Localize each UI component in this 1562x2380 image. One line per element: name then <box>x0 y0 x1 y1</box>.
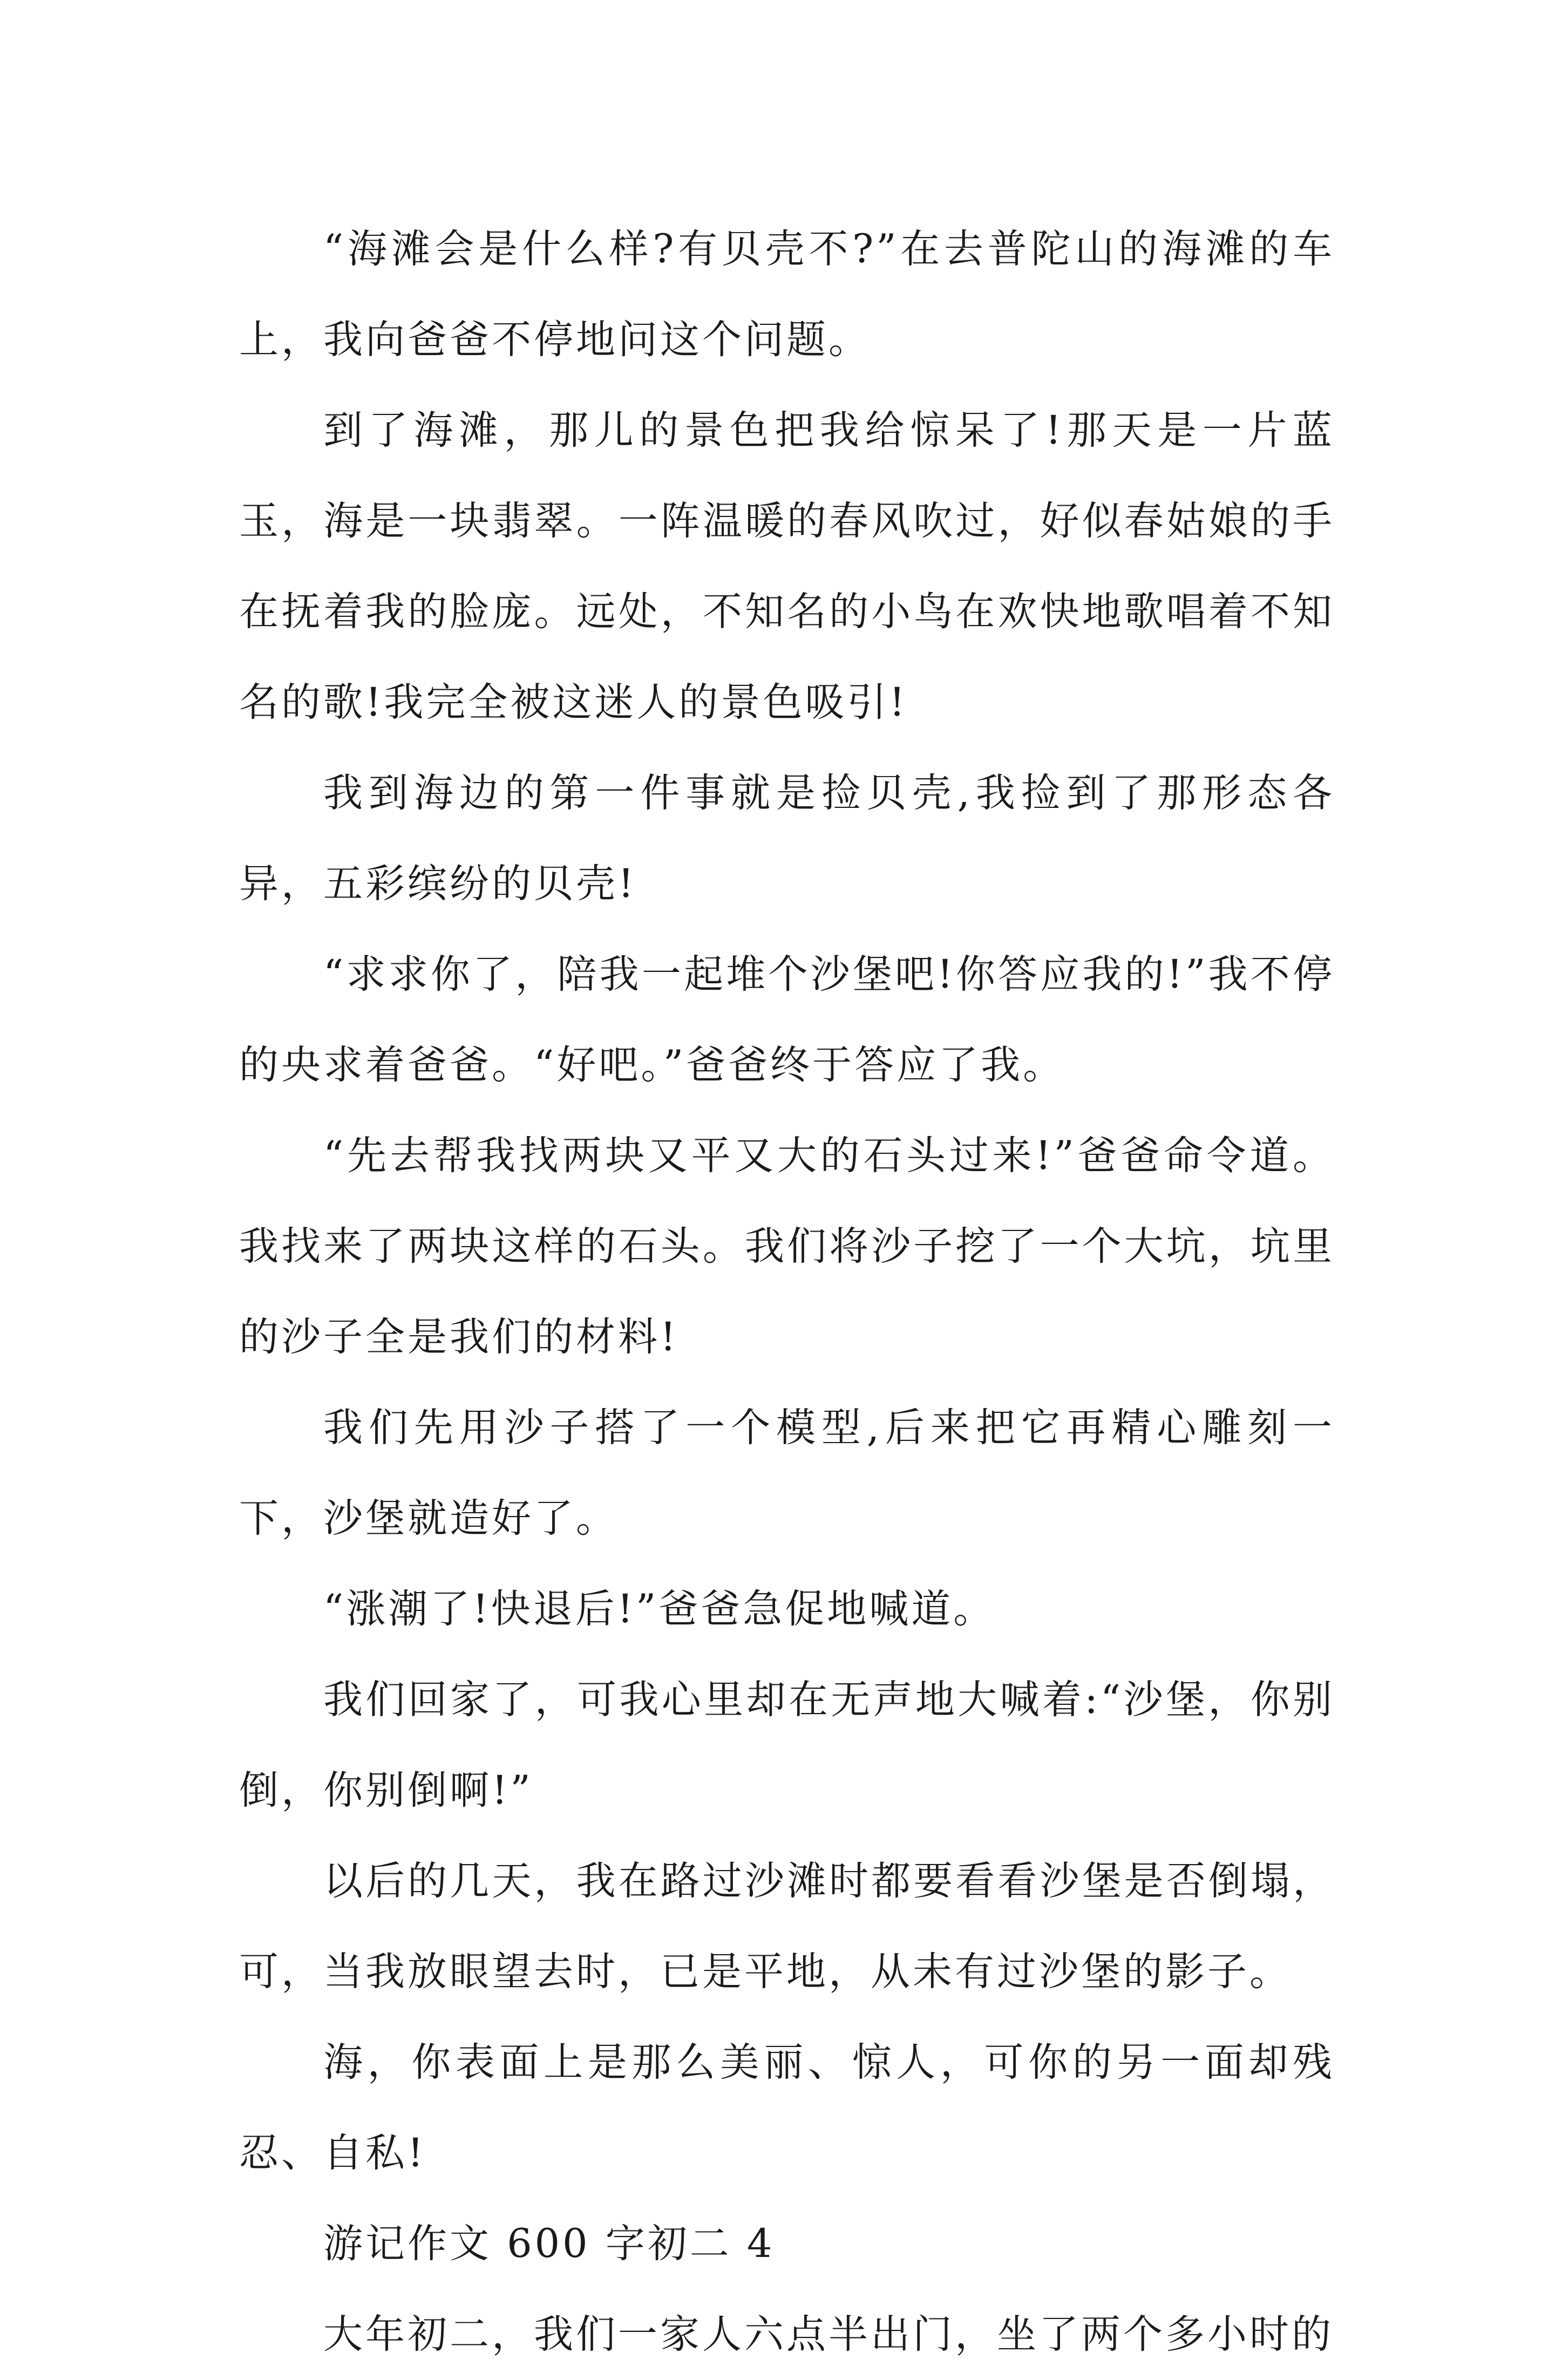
paragraph-7: “涨潮了!快退后!”爸爸急促地喊道。 <box>323 1586 996 1632</box>
paragraph-8: 我们回家了，可我心里却在无声地大喊着:“沙堡，你别倒，你别倒啊!” <box>239 1677 1335 1813</box>
paragraph-1: “海滩会是什么样?有贝壳不?”在去普陀山的海滩的车上，我向爸爸不停地问这个问题。 <box>239 226 1335 363</box>
paragraph-5: “先去帮我找两块又平又大的石头过来!”爸爸命令道。我找来了两块这样的石头。我们将沙子挖了一个大坑，坑里的沙子全是我们的材料! <box>239 1133 1335 1360</box>
paragraph-3: 我到海边的第一件事就是捡贝壳,我捡到了那形态各异，五彩缤纷的贝壳! <box>239 770 1335 907</box>
paragraph-9: 以后的几天，我在路过沙滩时都要看看沙堡是否倒塌，可，当我放眼望去时，已是平地，从未有过沙堡的影子。 <box>239 1858 1335 1995</box>
paragraph-6: 我们先用沙子搭了一个模型,后来把它再精心雕刻一下，沙堡就造好了。 <box>239 1405 1335 1541</box>
paragraph-11: 大年初二，我们一家人六点半出门，坐了两个多小时的 <box>323 2311 1334 2357</box>
section-heading: 游记作文 600 字初二 4 <box>323 2221 775 2267</box>
paragraph-2: 到了海滩，那儿的景色把我给惊呆了!那天是一片蓝玉，海是一块翡翠。一阵温暖的春风吹过，好似春姑娘的手在抚着我的脸庞。远处，不知名的小鸟在欢快地歌唱着不知名的歌!我完全被这迷人的景色吸引! <box>239 407 1335 725</box>
paragraph-10: 海，你表面上是那么美丽、惊人，可你的另一面却残忍、自私! <box>239 2039 1335 2176</box>
paragraph-4: “求求你了，陪我一起堆个沙堡吧!你答应我的!”我不停的央求着爸爸。“好吧。”爸爸终于答应了我。 <box>239 951 1335 1088</box>
document-body <box>239 204 1335 2380</box>
